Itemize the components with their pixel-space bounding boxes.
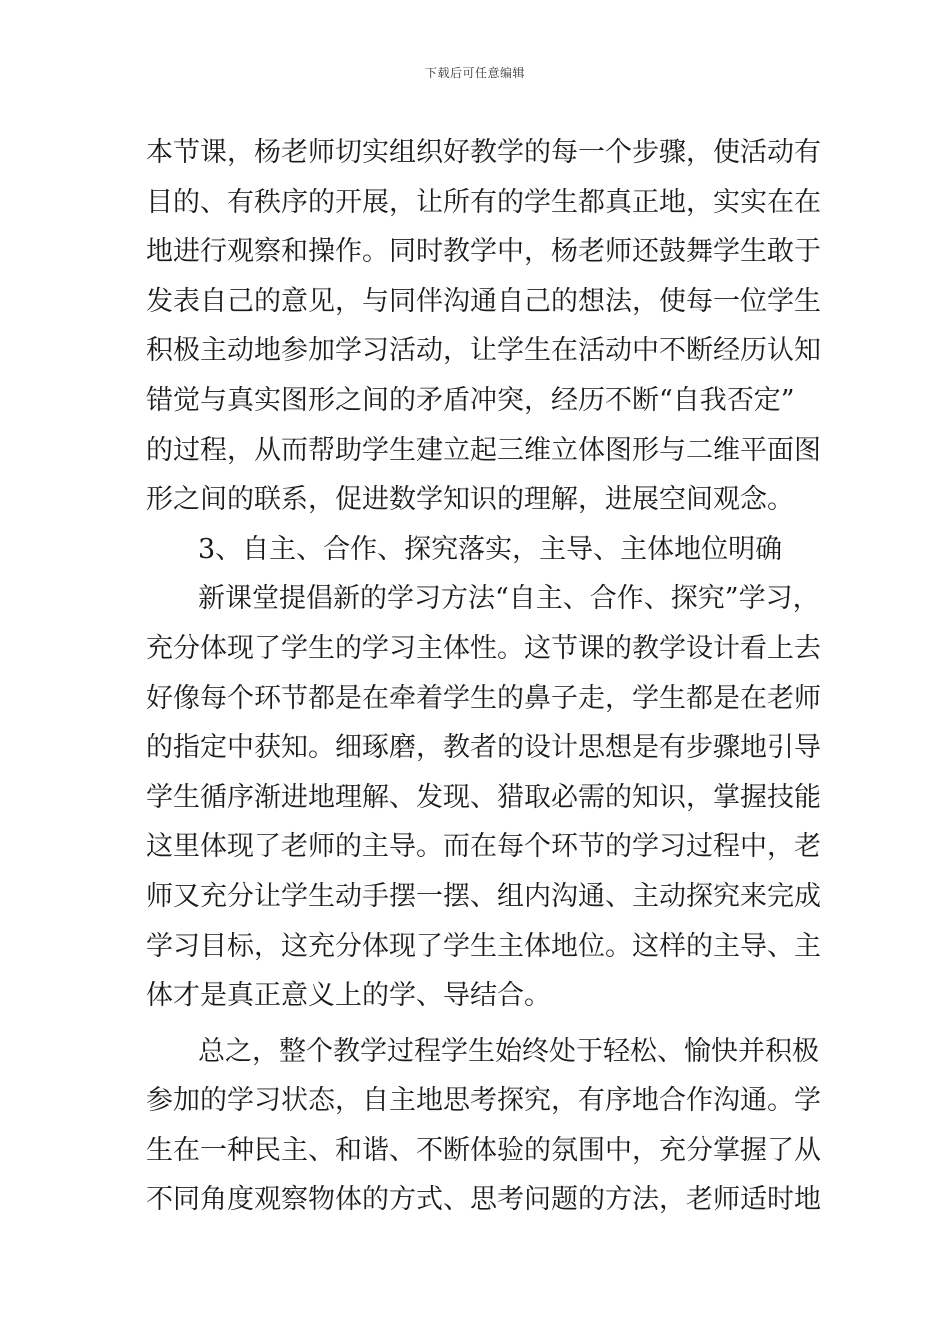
text-line: 错觉与真实图形之间的矛盾冲突，经历不断“自我否定” [146, 384, 795, 416]
text-line: 积极主动地参加学习活动，让学生在活动中不断经历认知 [146, 335, 821, 367]
text-line: 体才是真正意义上的学、导结合。 [146, 980, 551, 1012]
text-line: 好像每个环节都是在牵着学生的鼻子走，学生都是在老师 [146, 682, 821, 714]
text-line: 学生循序渐进地理解、发现、猎取必需的知识，掌握技能 [146, 781, 821, 813]
text-line: 本节课，杨老师切实组织好教学的每一个步骤，使活动有 [146, 137, 821, 168]
document-body [146, 128, 821, 1225]
text-line: 地进行观察和操作。同时教学中，杨老师还鼓舞学生敢于 [146, 236, 821, 268]
page-header: 下载后可任意编辑 [424, 66, 525, 80]
text-line: 的过程，从而帮助学生建立起三维立体图形与二维平面图 [146, 434, 821, 466]
section-heading: 3、自主、合作、探究落实，主导、主体地位明确 [198, 533, 783, 565]
text-line: 学习目标，这充分体现了学生主体地位。这样的主导、主 [146, 930, 821, 962]
text-line: 形之间的联系，促进数学知识的理解，进展空间观念。 [146, 484, 794, 516]
text-line: 生在一种民主、和谐、不断体验的氛围中，充分掌握了从 [146, 1134, 821, 1166]
text-line: 师又充分让学生动手摆一摆、组内沟通、主动探究来完成 [146, 880, 821, 912]
text-line: 的指定中获知。细琢磨，教者的设计思想是有步骤地引导 [146, 732, 821, 764]
text-line: 总之，整个教学过程学生始终处于轻松、愉快并积极 [198, 1035, 819, 1067]
text-line: 目的、有秩序的开展，让所有的学生都真正地，实实在在 [146, 186, 821, 218]
text-line: 充分体现了学生的学习主体性。这节课的教学设计看上去 [146, 632, 821, 664]
text-line: 新课堂提倡新的学习方法“自主、合作、探究”学习， [198, 583, 820, 615]
text-line: 发表自己的意见，与同伴沟通自己的想法，使每一位学生 [146, 285, 821, 317]
text-line: 参加的学习状态，自主地思考探究，有序地合作沟通。学 [146, 1085, 821, 1117]
text-line: 这里体现了老师的主导。而在每个环节的学习过程中，老 [146, 831, 821, 863]
text-line: 不同角度观察物体的方式、思考问题的方法，老师适时地 [146, 1184, 821, 1216]
